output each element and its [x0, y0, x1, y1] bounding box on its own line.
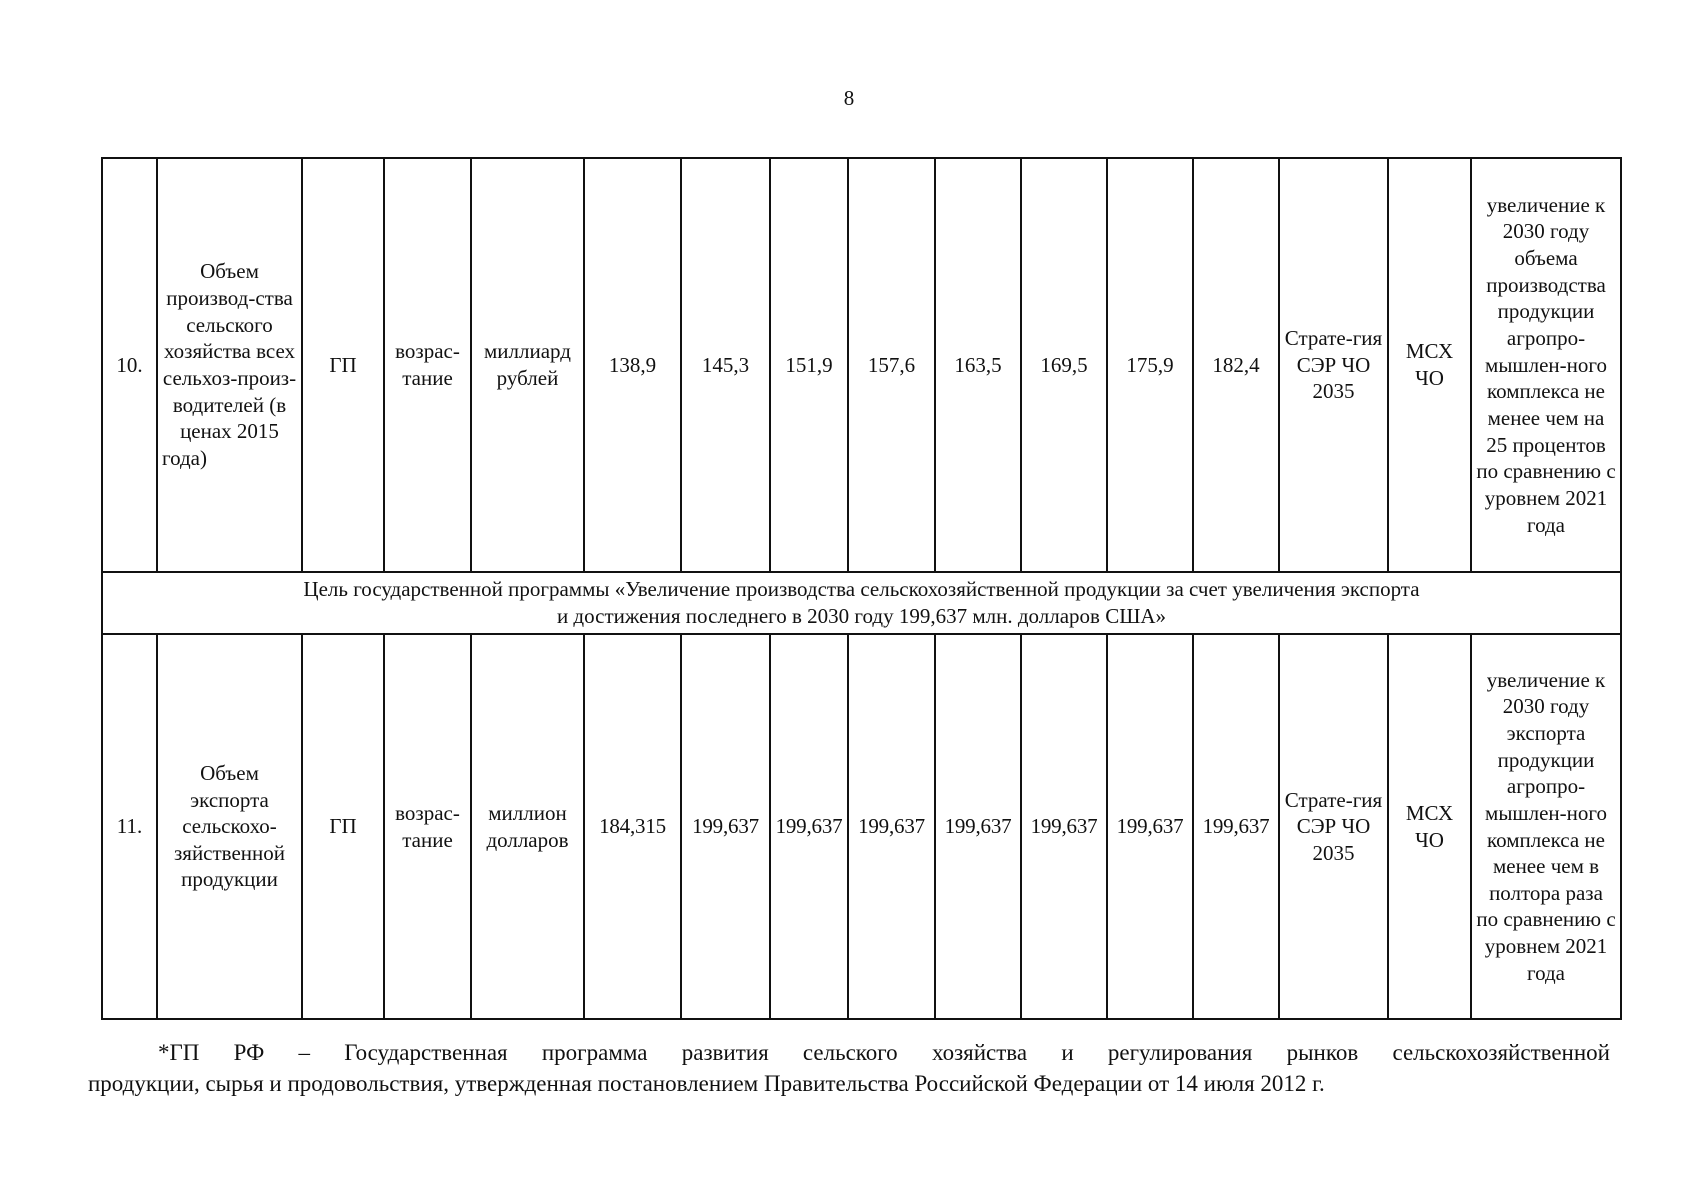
- unit-cell: миллиард рублей: [471, 158, 584, 572]
- value-cell: 138,9: [584, 158, 681, 572]
- value-cell: 199,637: [681, 634, 770, 1019]
- trend-cell: возрас-тание: [384, 634, 471, 1019]
- goal-row: [102, 572, 1621, 634]
- value-cell: 184,315: [584, 634, 681, 1019]
- page-number: 8: [843, 86, 855, 110]
- goal-cell: [102, 572, 1621, 634]
- footnote: [88, 1038, 1610, 1099]
- note-cell: увеличение к 2030 году объема производства продукции агропро-мышлен-ного комплекса не менее чем на 25 процентов по сравнению с уровнем 2021 года: [1471, 158, 1621, 572]
- value-cell: 199,637: [1021, 634, 1107, 1019]
- trend-cell: возрас-тание: [384, 158, 471, 572]
- responsible-cell: МСХ ЧО: [1388, 634, 1471, 1019]
- unit-cell: миллион долларов: [471, 634, 584, 1019]
- value-cell: 169,5: [1021, 158, 1107, 572]
- value-cell: 145,3: [681, 158, 770, 572]
- value-cell: 182,4: [1193, 158, 1279, 572]
- table-row: [102, 158, 1621, 572]
- row-number: 10.: [102, 158, 157, 572]
- value-cell: 151,9: [770, 158, 848, 572]
- indicators-table: [101, 157, 1622, 1020]
- indicator-name: Объем экспорта сельскохо-зяйственной продукции: [157, 634, 302, 1019]
- footnote-line-2: продукции, сырья и продовольствия, утвержденная постановлением Правительства Российской Федерации от 14 июля 2012 г.: [88, 1070, 1325, 1096]
- value-cell: 199,637: [770, 634, 848, 1019]
- value-cell: 199,637: [935, 634, 1021, 1019]
- value-cell: 199,637: [1107, 634, 1193, 1019]
- value-cell: 157,6: [848, 158, 935, 572]
- indicator-name: Объем производ-ства сельского хозяйства всех сельхоз-произ-водителей (в ценах 2015 года): [157, 158, 302, 572]
- note-cell: увеличение к 2030 году экспорта продукции агропро-мышлен-ного комплекса не менее чем в полтора раза по сравнению с уровнем 2021 года: [1471, 634, 1621, 1019]
- row-number: 11.: [102, 634, 157, 1019]
- responsible-cell: МСХ ЧО: [1388, 158, 1471, 572]
- source-cell: ГП: [302, 634, 384, 1019]
- value-cell: 163,5: [935, 158, 1021, 572]
- value-cell: 199,637: [1193, 634, 1279, 1019]
- source-cell: ГП: [302, 158, 384, 572]
- document-cell: Страте-гия СЭР ЧО 2035: [1279, 158, 1388, 572]
- footnote-line-1: *ГП РФ – Государственная программа развития сельского хозяйства и регулирования рынков сельскохозяйственной: [158, 1040, 1610, 1065]
- goal-line-1: Цель государственной программы «Увеличение производства сельскохозяйственной продукции за счет увеличения экспорта: [303, 577, 1420, 602]
- value-cell: 199,637: [848, 634, 935, 1019]
- value-cell: 175,9: [1107, 158, 1193, 572]
- table-row: [102, 634, 1621, 1019]
- goal-line-2: и достижения последнего в 2030 году 199,637 млн. долларов США»: [556, 604, 1167, 628]
- document-cell: Страте-гия СЭР ЧО 2035: [1279, 634, 1388, 1019]
